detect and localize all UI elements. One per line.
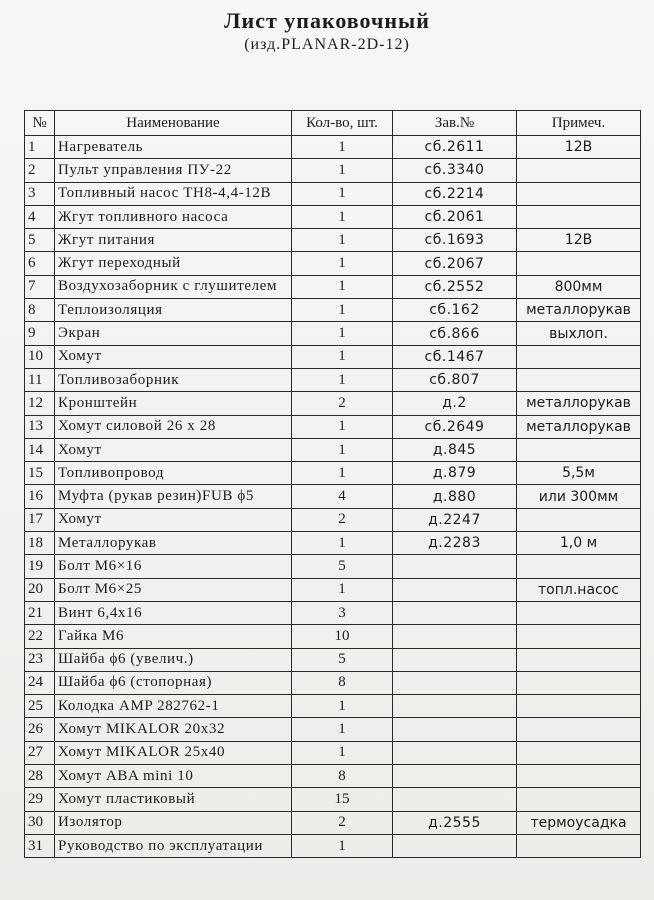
row-number: 26 <box>25 718 55 741</box>
item-note: металлорукав <box>517 415 641 438</box>
item-note <box>517 671 641 694</box>
item-quantity: 5 <box>292 555 393 578</box>
item-serial: д.2283 <box>393 532 517 555</box>
item-note <box>517 205 641 228</box>
table-body <box>25 136 641 858</box>
item-name: Болт М6×25 <box>55 578 292 601</box>
item-quantity: 1 <box>292 252 393 275</box>
row-number: 1 <box>25 136 55 159</box>
item-serial: д.2 <box>393 392 517 415</box>
document-title: Лист упаковочный <box>224 8 430 33</box>
item-serial <box>393 648 517 671</box>
item-quantity: 1 <box>292 834 393 857</box>
item-serial: сб.807 <box>393 368 517 391</box>
header-quantity: Кол-во, шт. <box>292 111 393 136</box>
item-note <box>517 438 641 461</box>
item-note <box>517 625 641 648</box>
item-quantity: 5 <box>292 648 393 671</box>
row-number: 28 <box>25 765 55 788</box>
item-name: Воздухозаборник с глушителем <box>55 275 292 298</box>
item-note <box>517 159 641 182</box>
item-serial <box>393 578 517 601</box>
row-number: 17 <box>25 508 55 531</box>
table-row <box>25 695 641 718</box>
table-row <box>25 601 641 624</box>
row-number: 15 <box>25 462 55 485</box>
item-quantity: 1 <box>292 205 393 228</box>
item-name: Пульт управления ПУ-22 <box>55 159 292 182</box>
row-number: 14 <box>25 438 55 461</box>
item-quantity: 1 <box>292 322 393 345</box>
item-name: Жгут питания <box>55 229 292 252</box>
item-serial: сб.866 <box>393 322 517 345</box>
item-serial <box>393 555 517 578</box>
item-serial <box>393 671 517 694</box>
item-name: Муфта (рукав резин)FUB ϕ5 <box>55 485 292 508</box>
row-number: 6 <box>25 252 55 275</box>
item-quantity: 8 <box>292 765 393 788</box>
item-name: Винт 6,4х16 <box>55 601 292 624</box>
item-note <box>517 741 641 764</box>
item-serial: д.2555 <box>393 811 517 834</box>
item-quantity: 1 <box>292 299 393 322</box>
row-number: 7 <box>25 275 55 298</box>
item-quantity: 1 <box>292 159 393 182</box>
item-note: термоусадка <box>517 811 641 834</box>
table-row <box>25 159 641 182</box>
row-number: 5 <box>25 229 55 252</box>
item-note <box>517 601 641 624</box>
table-row <box>25 182 641 205</box>
row-number: 12 <box>25 392 55 415</box>
item-note: 12В <box>517 229 641 252</box>
item-name: Топливозаборник <box>55 368 292 391</box>
row-number: 11 <box>25 368 55 391</box>
item-note <box>517 648 641 671</box>
item-serial: д.879 <box>393 462 517 485</box>
row-number: 24 <box>25 671 55 694</box>
table-row <box>25 485 641 508</box>
item-note: 1,0 м <box>517 532 641 555</box>
item-name: Шайба ϕ6 (увелич.) <box>55 648 292 671</box>
row-number: 27 <box>25 741 55 764</box>
item-name: Металлорукав <box>55 532 292 555</box>
item-serial: сб.2061 <box>393 205 517 228</box>
table-row <box>25 368 641 391</box>
item-name: Нагреватель <box>55 136 292 159</box>
item-note <box>517 508 641 531</box>
item-quantity: 3 <box>292 601 393 624</box>
item-note: или 300мм <box>517 485 641 508</box>
item-note <box>517 765 641 788</box>
row-number: 23 <box>25 648 55 671</box>
item-serial: сб.2214 <box>393 182 517 205</box>
table-row <box>25 625 641 648</box>
item-name: Кронштейн <box>55 392 292 415</box>
row-number: 20 <box>25 578 55 601</box>
item-quantity: 15 <box>292 788 393 811</box>
table-row <box>25 508 641 531</box>
item-serial <box>393 765 517 788</box>
row-number: 25 <box>25 695 55 718</box>
row-number: 29 <box>25 788 55 811</box>
item-name: Хомут пластиковый <box>55 788 292 811</box>
item-note: 12В <box>517 136 641 159</box>
row-number: 19 <box>25 555 55 578</box>
item-serial: сб.2552 <box>393 275 517 298</box>
row-number: 30 <box>25 811 55 834</box>
table-header-row <box>25 111 641 136</box>
item-note <box>517 834 641 857</box>
item-note: топл.насос <box>517 578 641 601</box>
item-serial: сб.162 <box>393 299 517 322</box>
table-row <box>25 578 641 601</box>
item-name: Топливопровод <box>55 462 292 485</box>
item-quantity: 1 <box>292 229 393 252</box>
table-row <box>25 811 641 834</box>
table-row <box>25 555 641 578</box>
item-note <box>517 182 641 205</box>
row-number: 18 <box>25 532 55 555</box>
item-note <box>517 555 641 578</box>
item-name: Жгут переходный <box>55 252 292 275</box>
item-quantity: 1 <box>292 532 393 555</box>
table-row <box>25 648 641 671</box>
item-quantity: 1 <box>292 415 393 438</box>
item-quantity: 1 <box>292 136 393 159</box>
item-serial <box>393 695 517 718</box>
header-serial: Зав.№ <box>393 111 517 136</box>
item-quantity: 2 <box>292 811 393 834</box>
item-quantity: 1 <box>292 718 393 741</box>
item-note <box>517 252 641 275</box>
item-note: 5,5м <box>517 462 641 485</box>
item-name: Хомут MIKALOR 20х32 <box>55 718 292 741</box>
item-serial: сб.2067 <box>393 252 517 275</box>
table-row <box>25 136 641 159</box>
item-quantity: 1 <box>292 695 393 718</box>
item-quantity: 4 <box>292 485 393 508</box>
item-name: Теплоизоляция <box>55 299 292 322</box>
table-row <box>25 438 641 461</box>
table-row <box>25 392 641 415</box>
row-number: 31 <box>25 834 55 857</box>
row-number: 3 <box>25 182 55 205</box>
row-number: 2 <box>25 159 55 182</box>
item-serial: сб.1693 <box>393 229 517 252</box>
item-note: металлорукав <box>517 392 641 415</box>
table-row <box>25 205 641 228</box>
item-name: Хомут MIKALOR 25х40 <box>55 741 292 764</box>
row-number: 21 <box>25 601 55 624</box>
table-row <box>25 252 641 275</box>
item-note <box>517 695 641 718</box>
item-serial: сб.2611 <box>393 136 517 159</box>
item-serial: д.2247 <box>393 508 517 531</box>
table-row <box>25 462 641 485</box>
item-name: Шайба ϕ6 (стопорная) <box>55 671 292 694</box>
item-serial: сб.1467 <box>393 345 517 368</box>
item-note: металлорукав <box>517 299 641 322</box>
item-serial <box>393 625 517 648</box>
table-row <box>25 834 641 857</box>
table-row <box>25 415 641 438</box>
item-quantity: 8 <box>292 671 393 694</box>
row-number: 22 <box>25 625 55 648</box>
table-row <box>25 345 641 368</box>
item-name: Хомут <box>55 508 292 531</box>
item-quantity: 1 <box>292 368 393 391</box>
table-row <box>25 275 641 298</box>
item-name: Гайка М6 <box>55 625 292 648</box>
item-serial: сб.2649 <box>393 415 517 438</box>
table-row <box>25 788 641 811</box>
item-name: Экран <box>55 322 292 345</box>
table-row <box>25 299 641 322</box>
table-row <box>25 532 641 555</box>
item-quantity: 1 <box>292 578 393 601</box>
item-serial: д.845 <box>393 438 517 461</box>
document-subtitle: (изд.PLANAR-2D-12) <box>244 36 410 53</box>
row-number: 16 <box>25 485 55 508</box>
header-number: № <box>25 111 55 136</box>
item-name: Хомут <box>55 438 292 461</box>
row-number: 9 <box>25 322 55 345</box>
item-name: Руководство по эксплуатации <box>55 834 292 857</box>
item-name: Изолятор <box>55 811 292 834</box>
item-note: 800мм <box>517 275 641 298</box>
item-quantity: 1 <box>292 345 393 368</box>
item-quantity: 1 <box>292 438 393 461</box>
item-note <box>517 718 641 741</box>
header-name: Наименование <box>55 111 292 136</box>
table-row <box>25 741 641 764</box>
item-quantity: 1 <box>292 741 393 764</box>
item-quantity: 1 <box>292 182 393 205</box>
item-quantity: 2 <box>292 392 393 415</box>
header-note: Примеч. <box>517 111 641 136</box>
item-name: Топливный насос ТН8-4,4-12В <box>55 182 292 205</box>
table-row <box>25 322 641 345</box>
item-name: Хомут ABA mini 10 <box>55 765 292 788</box>
item-quantity: 1 <box>292 275 393 298</box>
item-note <box>517 345 641 368</box>
item-quantity: 10 <box>292 625 393 648</box>
row-number: 4 <box>25 205 55 228</box>
item-name: Хомут <box>55 345 292 368</box>
row-number: 10 <box>25 345 55 368</box>
item-name: Жгут топливного насоса <box>55 205 292 228</box>
row-number: 13 <box>25 415 55 438</box>
item-serial <box>393 834 517 857</box>
item-quantity: 1 <box>292 462 393 485</box>
item-note <box>517 788 641 811</box>
item-name: Болт М6×16 <box>55 555 292 578</box>
table-row <box>25 765 641 788</box>
item-name: Колодка AMP 282762-1 <box>55 695 292 718</box>
item-quantity: 2 <box>292 508 393 531</box>
item-serial: д.880 <box>393 485 517 508</box>
table-row <box>25 671 641 694</box>
item-note <box>517 368 641 391</box>
item-serial <box>393 718 517 741</box>
item-serial <box>393 741 517 764</box>
table-row <box>25 718 641 741</box>
item-name: Хомут силовой 26 х 28 <box>55 415 292 438</box>
table-row <box>25 229 641 252</box>
item-serial <box>393 601 517 624</box>
packing-table <box>24 110 641 858</box>
item-serial <box>393 788 517 811</box>
row-number: 8 <box>25 299 55 322</box>
item-note: выхлоп. <box>517 322 641 345</box>
item-serial: сб.3340 <box>393 159 517 182</box>
